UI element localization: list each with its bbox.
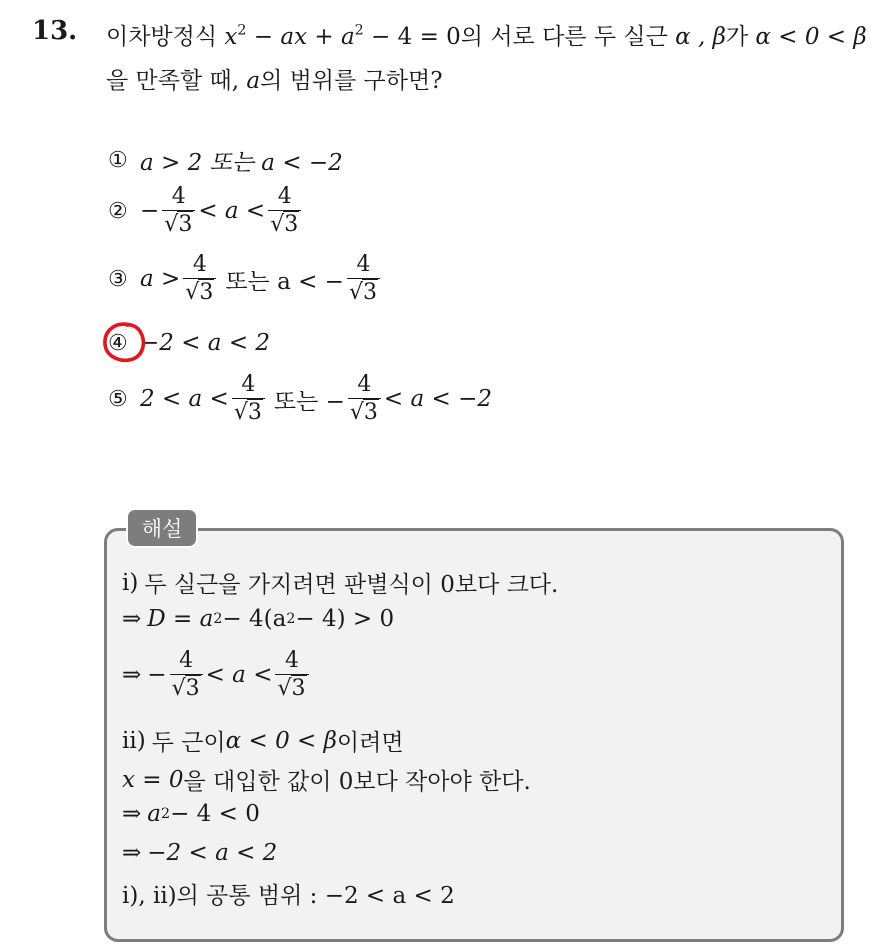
fraction: $\frac{4}{√3}$ [347,252,380,306]
option-number: ② [108,198,128,224]
option-5[interactable]: ⑤ 2 < a < $\frac{4}{√3}$ 또는 − $\frac{4}{√3}$ < a < −2 [108,372,493,425]
fraction: $\frac{4}{√3}$ [232,372,265,426]
solution-line-5: x = 0 을 대입한 값이 0보다 작아야 한다. [122,766,531,795]
solution-line-4: ⅱ) 두 근이 α < 0 < β 이려면 [122,727,404,756]
option-1[interactable] [108,144,343,177]
question-number: 13. [32,16,78,46]
solution-line-8: ⅰ), ⅱ)의 공통 범위 : −2 < a < 2 [122,883,455,909]
option-number: ① [108,148,128,173]
solution-line-6: ⇒ a 2 − 4 < 0 [122,801,260,827]
option-text: a > 2 또는 a < −2 [140,150,343,176]
fraction: $\frac{4}{√3}$ [275,648,308,702]
option-2[interactable]: ② − $\frac{4}{√3}$ < a < $\frac{4}{√3}$ [108,184,304,238]
option-text: −2 < a < 2 [140,330,271,356]
fraction: $\frac{4}{√3}$ [348,372,381,426]
question-text-line-2: 을 만족할 때, a의 범위를 구하면? [106,68,443,94]
solution-line-2: ⇒ D = a 2 − 4(a 2 − 4) > 0 [122,606,395,632]
fraction: $\frac{4}{√3}$ [170,648,203,702]
solution-line-1: ⅰ) 두 실근을 가지려면 판별식이 0보다 크다. [122,569,559,598]
fraction: $\frac{4}{√3}$ [162,184,195,238]
option-3[interactable]: ③ a > $\frac{4}{√3}$ 또는 a < − $\frac{4}{√3}$ [108,252,383,306]
solution-line-7: ⇒ −2 < a < 2 [122,840,278,866]
option-number: ⑤ [108,386,128,412]
solution-tab-label: 해설 [126,508,198,548]
question-text-line-1: 이차방정식 $x^2$ − ax + $a^2 - 4 = 0$의 서로 다른 두 실근 α , β가 α < 0 < β [106,22,867,50]
selected-answer-circle-mark [101,321,147,365]
fraction: $\frac{4}{√3}$ [268,184,301,238]
solution-line-3: ⇒ − $\frac{4}{√3}$ < a < $\frac{4}{√3}$ [122,648,312,702]
fraction: $\frac{4}{√3}$ [183,252,216,306]
option-number: ③ [108,266,128,292]
option-number: ④ [108,330,128,356]
